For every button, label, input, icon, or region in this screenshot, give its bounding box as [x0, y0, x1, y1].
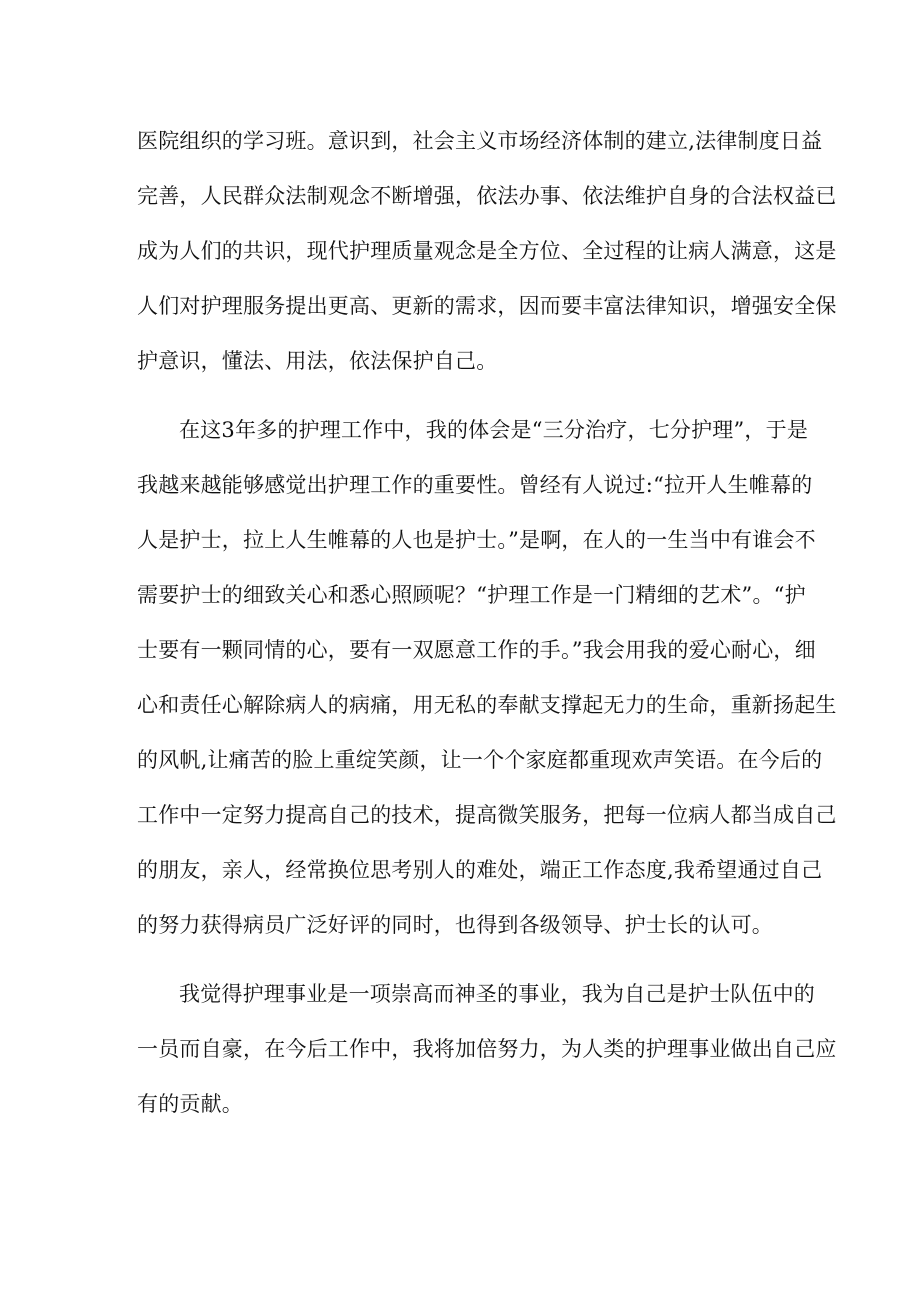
paragraph-line: 护意识，懂法、用法，依法保护自己。 [137, 349, 498, 373]
paragraph-nursing-experience [137, 403, 837, 953]
paragraph-line: 的努力获得病员广泛好评的同时，也得到各级领导、护士长的认可。 [137, 913, 773, 937]
paragraph-line: 我越来越能够感觉出护理工作的重要性。曾经有人说过:“拉开人生帷幕的 [137, 473, 813, 497]
paragraph-line: 心和责任心解除病人的病痛，用无私的奉献支撑起无力的生命，重新扬起生 [137, 693, 837, 717]
paragraph-line: 医院组织的学习班。意识到，社会主义市场经济体制的建立,法律制度日益 [137, 129, 823, 153]
paragraph-line: 的朋友，亲人，经常换位思考别人的难处，端正工作态度,我希望通过自己 [137, 858, 823, 882]
paragraph-legal-awareness [137, 114, 837, 389]
paragraph-line: 一员而自豪，在今后工作中，我将加倍努力，为人类的护理事业做出自己应 [137, 1037, 837, 1061]
paragraph-line: 人是护士，拉上人生帷幕的人也是护士。”是啊，在人的一生当中有谁会不 [137, 528, 816, 552]
paragraph-line: 完善，人民群众法制观念不断增强，依法办事、依法维护自身的合法权益已 [137, 184, 837, 208]
paragraph-line: 我觉得护理事业是一项崇高而神圣的事业，我为自己是护士队伍中的 [179, 982, 815, 1006]
paragraph-line: 人们对护理服务提出更高、更新的需求，因而要丰富法律知识，增强安全保 [137, 294, 837, 318]
paragraph-line: 士要有一颗同情的心，要有一双愿意工作的手。”我会用我的爱心耐心，细 [137, 638, 816, 662]
paragraph-line: 需要护士的细致关心和悉心照顾呢？“护理工作是一门精细的艺术”。“护 [137, 583, 806, 607]
paragraph-line: 有的贡献。 [137, 1092, 243, 1116]
paragraph-conclusion [137, 967, 837, 1132]
paragraph-line: 的风帆,让痛苦的脸上重绽笑颜，让一个个家庭都重现欢声笑语。在今后的 [137, 748, 823, 772]
paragraph-line: 成为人们的共识，现代护理质量观念是全方位、全过程的让病人满意，这是 [137, 239, 837, 263]
paragraph-line: 在这3年多的护理工作中，我的体会是“三分治疗，七分护理”，于是 [179, 418, 809, 442]
paragraph-line: 工作中一定努力提高自己的技术，提高微笑服务，把每一位病人都当成自己 [137, 803, 837, 827]
